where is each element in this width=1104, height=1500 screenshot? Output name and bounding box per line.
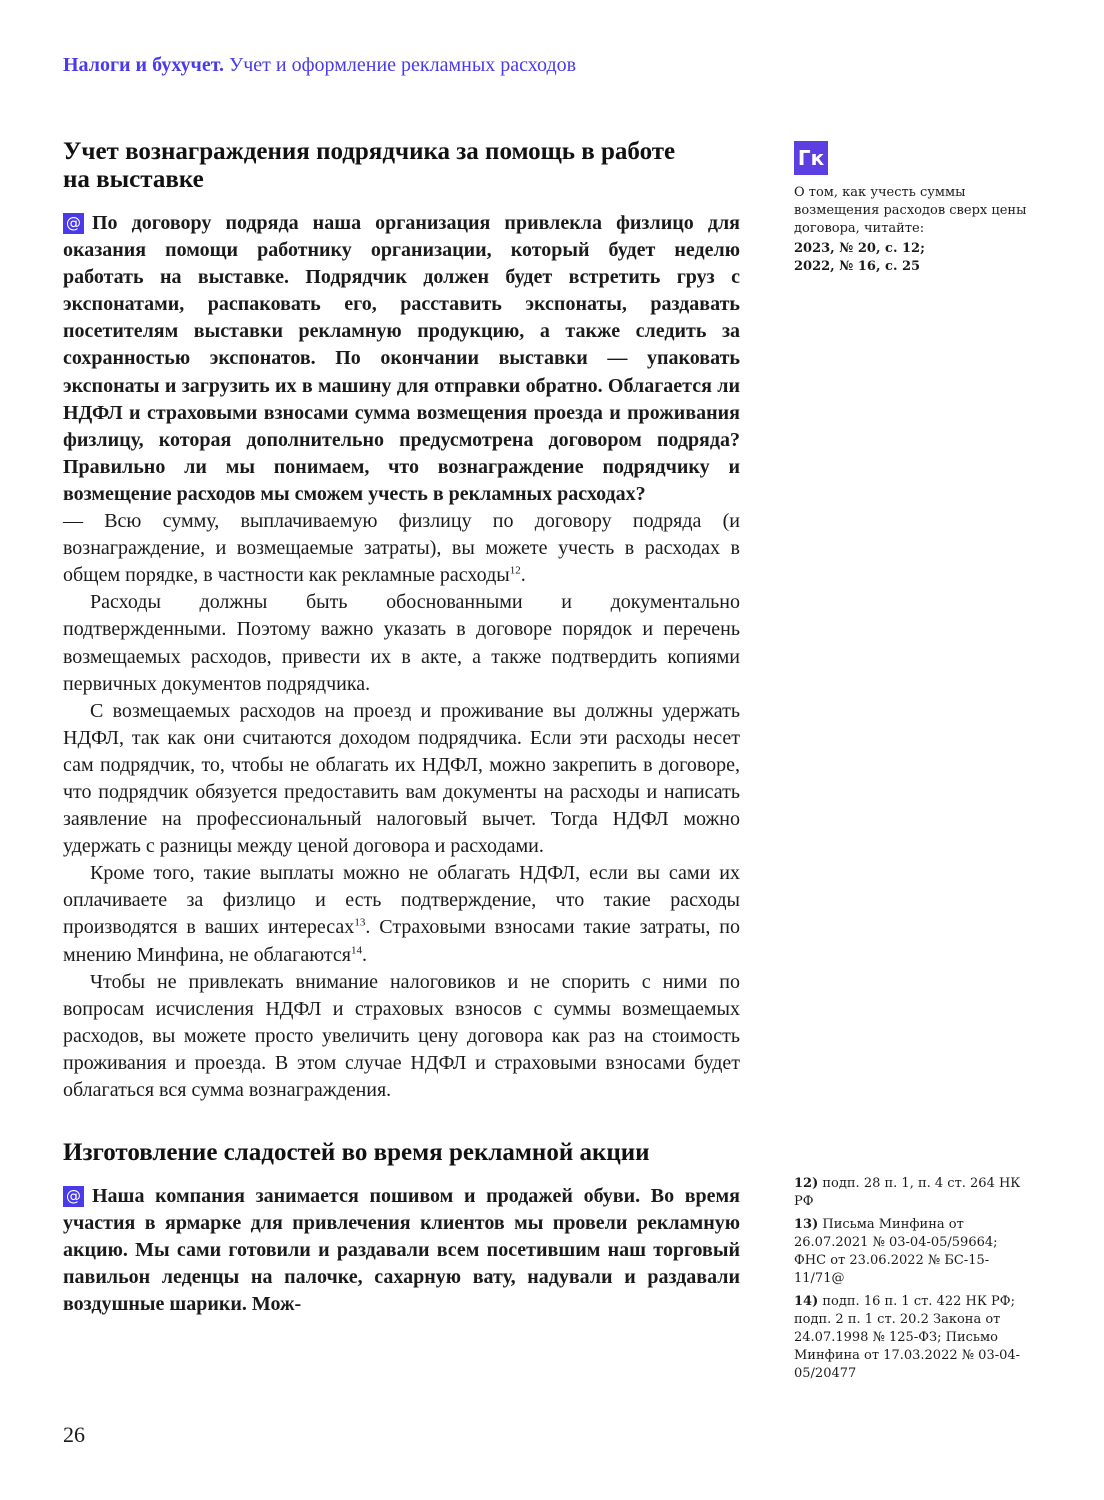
question bbox=[63, 210, 740, 508]
answer: — Всю сумму, выплачиваемую физлицу по договору подряда (и вознаграждение, и возмещаемые затраты), вы можете учесть в расходах в общем порядке, в частности как рекламные расходы$^{12}$. bbox=[63, 510, 740, 587]
page-number: 26 bbox=[63, 1422, 85, 1447]
main-column bbox=[63, 138, 740, 1458]
footnote-ref[interactable]: 13 bbox=[354, 916, 366, 929]
footnote-text: Письма Минфина от 26.07.2021 № 03-04-05/59664; ФНС от 23.06.2022 № БС-15-11/71@ bbox=[794, 1217, 998, 1286]
header-subtitle: Учет и оформление рекламных расходов bbox=[229, 54, 577, 76]
paragraph: С возмещаемых расходов на проезд и проживание вы должны удержать НДФЛ, так как они считаются доходом подрядчика. Если эти расходы несет сам подрядчик, то, чтобы не облагать их НДФЛ, можно закрепить в договоре, что подрядчик обязуется предоставить вам документы на расходы и написать заявление на профессиональный налоговый вычет. Тогда НДФЛ можно удержать с разницы между ценой договора и расходами. bbox=[63, 699, 740, 858]
at-icon: @ bbox=[63, 1186, 84, 1207]
footnote bbox=[794, 1175, 1030, 1211]
footnote bbox=[794, 1216, 1030, 1288]
paragraph: Расходы должны быть обоснованными и документально подтвержденными. Поэтому важно указать в договоре порядок и перечень возмещаемых расходов, привести их в акте, а также подтвердить копиями первичных документов подрядчика. bbox=[63, 591, 740, 695]
footnote-ref[interactable]: 12 bbox=[509, 564, 521, 577]
footnote-number: 13) bbox=[794, 1217, 819, 1232]
article-title: Учет вознаграждения подрядчика за помощь в работе на выставке bbox=[63, 138, 676, 193]
header-section: Налоги и бухучет. bbox=[63, 54, 225, 76]
question bbox=[63, 1183, 740, 1318]
paragraph: Чтобы не привлекать внимание налоговиков и не спорить с ними по вопросам исчисления НДФЛ и страховых взносов с суммы возмещаемых расходов, вы можете просто увеличить цену договора как раз на стоимость проживания и проезда. В этом случае НДФЛ и страховыми взносами будет облагаться вся сумма вознаграждения. bbox=[63, 970, 740, 1101]
footnote-text: подп. 28 п. 1, п. 4 ст. 264 НК РФ bbox=[794, 1176, 1021, 1209]
magazine-logo: Гк bbox=[794, 141, 828, 175]
footnote-number: 12) bbox=[794, 1176, 819, 1191]
footnotes bbox=[794, 1175, 1030, 1388]
footnote-ref[interactable]: 14 bbox=[350, 943, 362, 956]
sidebar-reference bbox=[794, 184, 1030, 276]
footnote-text: подп. 16 п. 1 ст. 422 НК РФ; подп. 2 п. 1 ст. 20.2 Закона от 24.07.1998 № 125-ФЗ; Письмо Минфина от 17.03.2022 № 03-04-05/20477 bbox=[794, 1294, 1021, 1381]
question-text: Наша компания занимается пошивом и продажей обуви. Во время участия в ярмарке для привлечения клиентов мы провели рекламную акцию. Мы сами готовили и раздавали всем посетившим наш торговый павильон леденцы на палочке, сахарную вату, надували и раздавали воздушные шарики. Мож- bbox=[63, 1185, 740, 1316]
article-title: Изготовление сладостей во время рекламной акции bbox=[63, 1139, 650, 1167]
paragraph-text: . Страховыми взносами такие затраты, по мнению Минфина, не облагаются bbox=[63, 916, 740, 966]
footnote-number: 14) bbox=[794, 1294, 819, 1309]
at-icon: @ bbox=[63, 213, 84, 234]
article-2 bbox=[63, 1139, 740, 1318]
running-header bbox=[63, 54, 576, 77]
question-text: По договору подряда наша организация привлекла физлицо для оказания помощи работнику организации, который будет неделю работать на выставке. Подрядчик должен будет встретить груз с экспонатами, распаковать его, расставить экспонаты, раздавать посетителям выставки рекламную продукцию, а также следить за сохранностью экспонатов. По окончании выставки — упаковать экспонаты и загрузить их в машину для отправки обратно. Облагается ли НДФЛ и страховыми взносами сумма возмещения проезда и проживания физлицу, которая дополнительно предусмотрена договором подряда? Правильно ли мы понимаем, что вознаграждение подрядчику и возмещение расходов мы сможем учесть в рекламных расходах? bbox=[63, 212, 740, 505]
sidebar-ref-link[interactable]: 2023, № 20, с. 12; bbox=[794, 241, 925, 256]
footnote bbox=[794, 1293, 1030, 1383]
spacer bbox=[63, 1319, 740, 1422]
answer-text: — Всю сумму, выплачиваемую физлицу по договору подряда (и вознаграждение, и возмещаемые затраты), вы можете учесть в расходах в общем порядке, в частности как рекламные расходы bbox=[63, 510, 740, 587]
paragraph-text: Кроме того, такие выплаты можно не облагать НДФЛ, если вы сами их оплачиваете за физлицо и есть подтверждение, что такие расходы производятся в ваших интересах bbox=[63, 862, 740, 939]
sidebar-ref-link[interactable]: 2022, № 16, с. 25 bbox=[794, 259, 921, 274]
sidebar-text: О том, как учесть суммы возмещения расходов сверх цены договора, читайте: bbox=[794, 185, 1027, 236]
paragraph: Кроме того, такие выплаты можно не облагать НДФЛ, если вы сами их оплачиваете за физлицо и есть подтверждение, что такие расходы производятся в ваших интересах$^{13}$. Страховыми взносами такие затраты, по мнению Минфина, не облагаются$^{14}$. bbox=[63, 862, 740, 966]
